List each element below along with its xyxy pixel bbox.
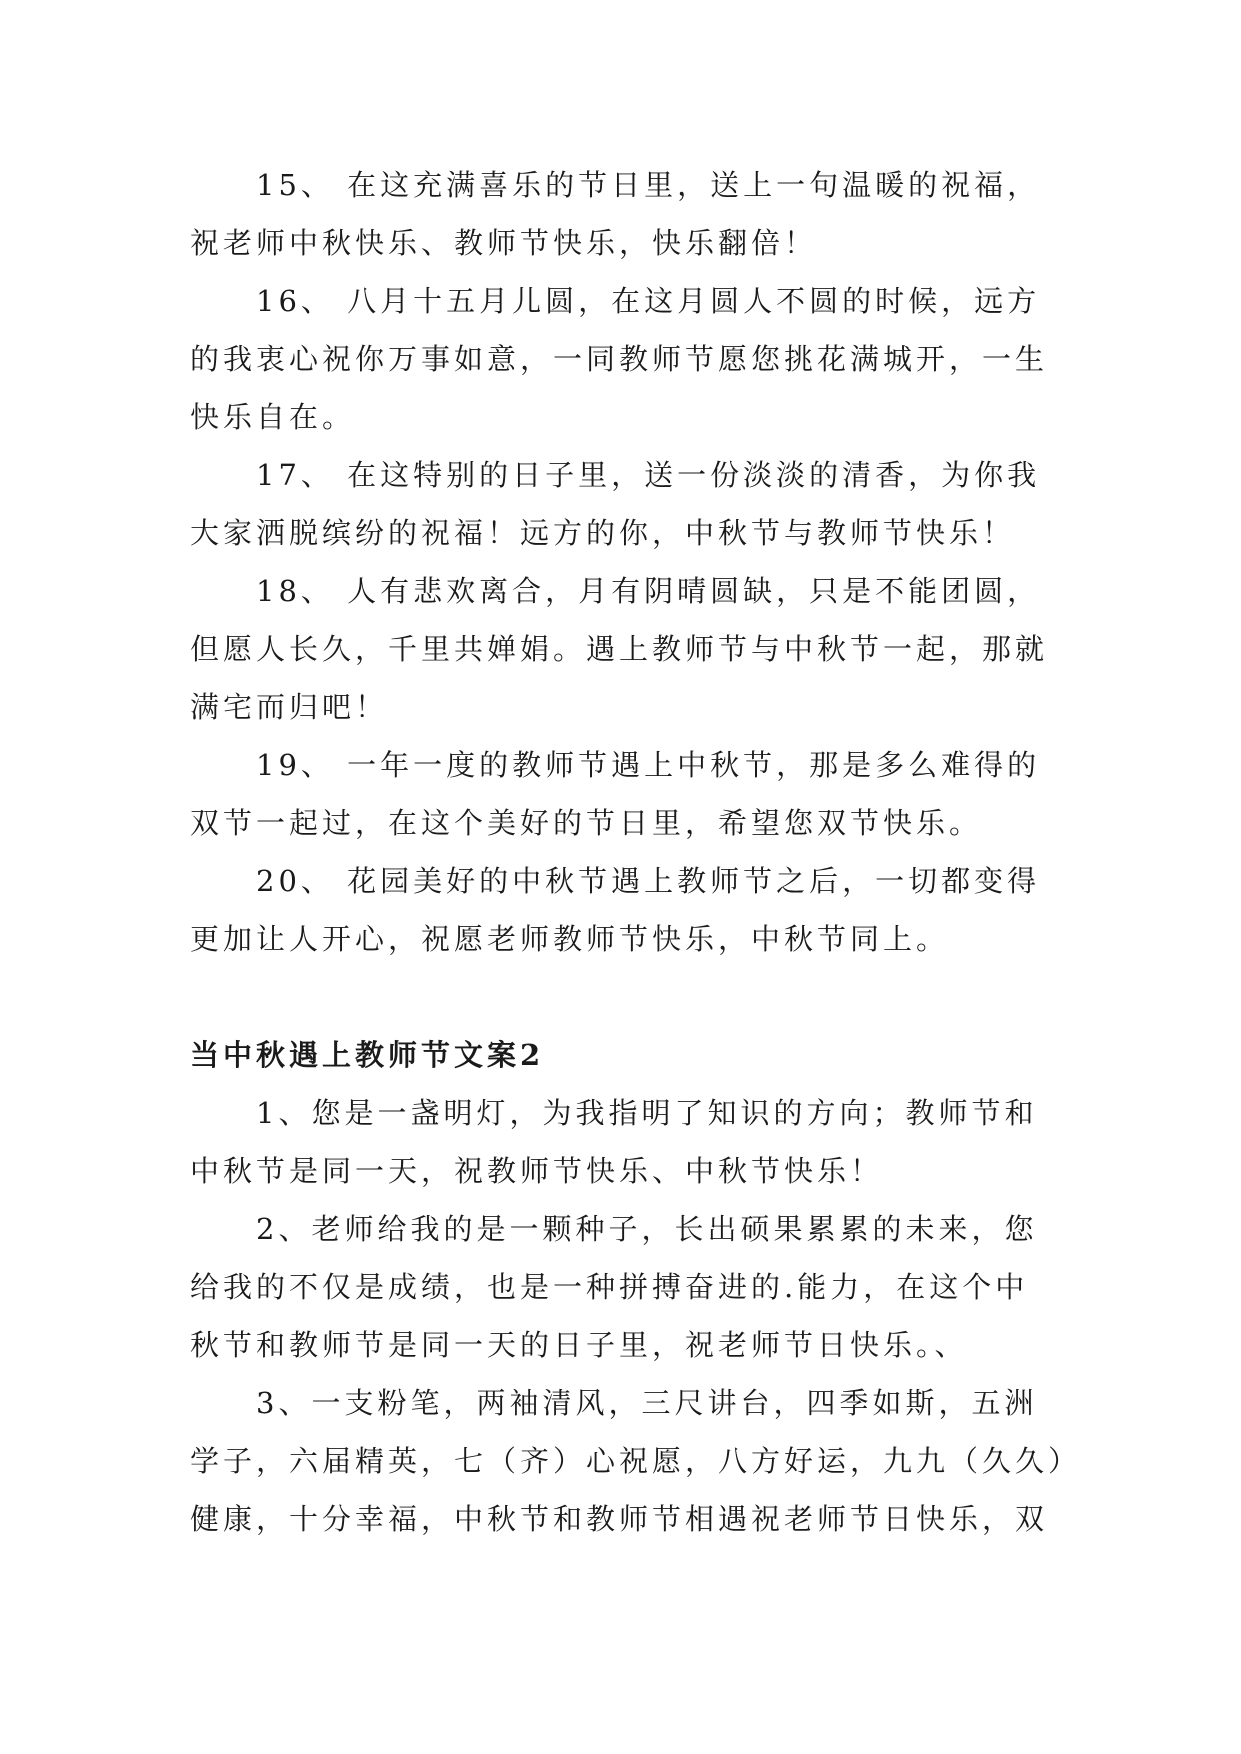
text-line: 16、 八月十五月儿圆，在这月圆人不圆的时候，远方 — [256, 284, 1041, 318]
text-line: 3、一支粉笔，两袖清风，三尺讲台，四季如斯，五洲 — [256, 1386, 1038, 1420]
text-line: 更加让人开心，祝愿老师教师节快乐，中秋节同上。 — [190, 922, 950, 956]
text-line: 双节一起过，在这个美好的节日里，希望您双节快乐。 — [190, 806, 983, 840]
list-item — [190, 272, 1050, 446]
text-line: 快乐自在。 — [190, 400, 356, 434]
list-item — [190, 446, 1050, 562]
text-line: 祝老师中秋快乐、教师节快乐，快乐翻倍！ — [190, 226, 818, 260]
text-line: 大家洒脱缤纷的祝福！远方的你，中秋节与教师节快乐！ — [190, 516, 1016, 550]
text-line: 给我的不仅是成绩，也是一种拼搏奋进的.能力，在这个中 — [190, 1270, 1029, 1304]
item-list-part2 — [190, 1084, 1082, 1548]
section-heading: 当中秋遇上教师节文案2 — [190, 1038, 545, 1072]
item-list-part1 — [190, 156, 1050, 968]
list-item — [190, 736, 1050, 852]
list-item — [190, 852, 1050, 968]
text-line: 学子，六届精英，七（齐）心祝愿，八方好运，九九（久久） — [190, 1444, 1082, 1478]
text-line: 秋节和教师节是同一天的日子里，祝老师节日快乐。、 — [190, 1328, 968, 1362]
text-line: 17、 在这特别的日子里，送一份淡淡的清香，为你我 — [256, 458, 1041, 492]
text-line: 但愿人长久，千里共婵娟。遇上教师节与中秋节一起，那就 — [190, 632, 1049, 666]
text-line: 18、 人有悲欢离合，月有阴晴圆缺，只是不能团圆， — [256, 574, 1041, 608]
list-item — [190, 156, 1050, 272]
list-item — [190, 1200, 1050, 1374]
list-item — [190, 1374, 1082, 1548]
text-line: 20、 花园美好的中秋节遇上教师节之后，一切都变得 — [256, 864, 1041, 898]
text-line: 19、 一年一度的教师节遇上中秋节，那是多么难得的 — [256, 748, 1041, 782]
text-line: 15、 在这充满喜乐的节日里，送上一句温暖的祝福， — [256, 168, 1041, 202]
list-item — [190, 562, 1050, 736]
text-line: 健康，十分幸福，中秋节和教师节相遇祝老师节日快乐，双 — [190, 1502, 1049, 1536]
document-body — [190, 156, 1082, 1548]
text-line: 满宅而归吧！ — [190, 690, 389, 724]
section-spacer — [190, 968, 1050, 1026]
text-line: 中秋节是同一天，祝教师节快乐、中秋节快乐！ — [190, 1154, 884, 1188]
text-line: 的我衷心祝你万事如意，一同教师节愿您挑花满城开，一生 — [190, 342, 1049, 376]
text-line: 1、您是一盏明灯，为我指明了知识的方向；教师节和 — [256, 1096, 1038, 1130]
list-item — [190, 1084, 1050, 1200]
text-line: 2、老师给我的是一颗种子，长出硕果累累的未来，您 — [256, 1212, 1038, 1246]
